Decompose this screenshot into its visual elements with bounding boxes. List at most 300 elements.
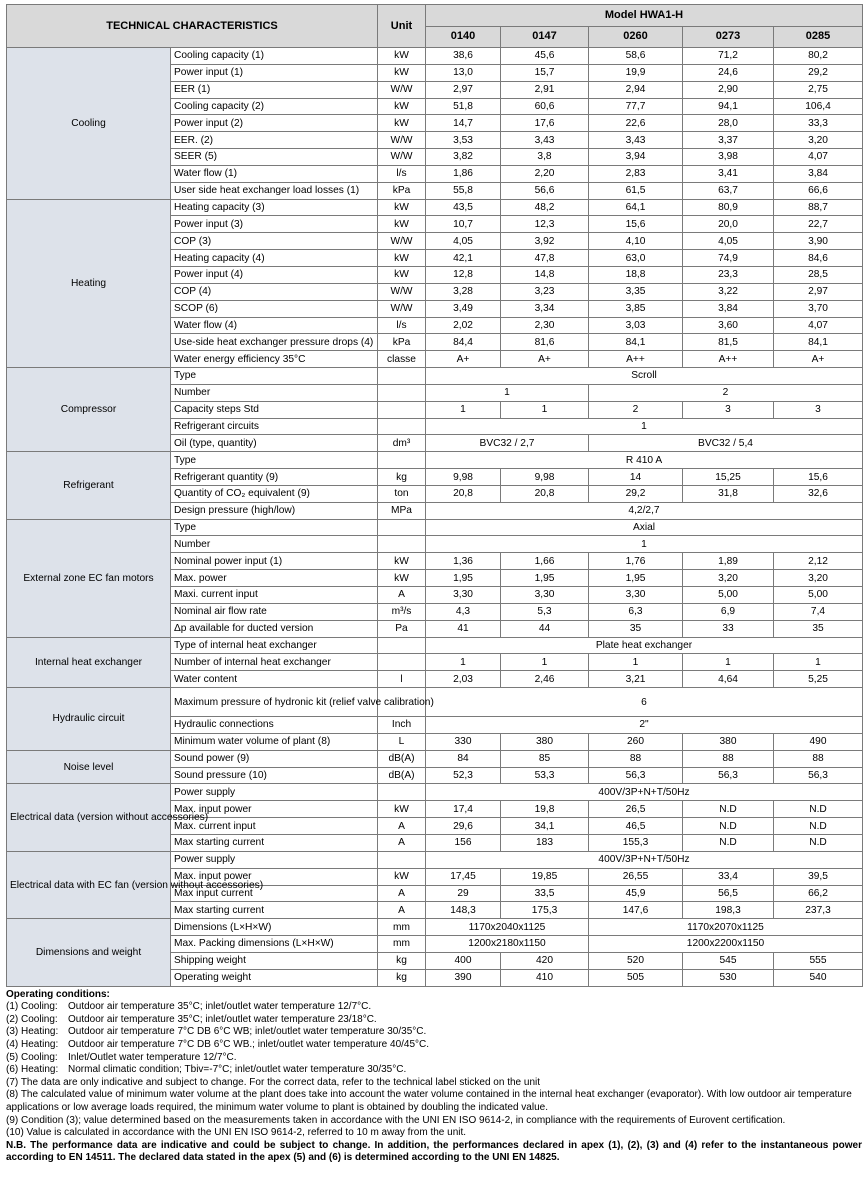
value-cell: 77,7 — [589, 98, 683, 115]
value-cell: 29 — [426, 885, 501, 902]
value-cell: 1,36 — [426, 553, 501, 570]
group-label: Heating — [7, 199, 171, 367]
value-cell: 2,02 — [426, 317, 501, 334]
value-cell: N.D — [683, 834, 774, 851]
value-cell: 56,3 — [683, 767, 774, 784]
value-cell: N.D — [683, 818, 774, 835]
unit-cell: kW — [378, 801, 426, 818]
parameter-label: Maximum pressure of hydronic kit (relief valve calibration) — [171, 688, 378, 717]
unit-cell — [378, 452, 426, 469]
unit-cell: kW — [378, 199, 426, 216]
conditions-list — [6, 1001, 862, 1077]
value-cell: 24,6 — [683, 64, 774, 81]
parameter-label: Power supply — [171, 784, 378, 801]
value-cell: N.D — [774, 834, 863, 851]
unit-cell: ton — [378, 485, 426, 502]
unit-cell: L — [378, 733, 426, 750]
parameter-label: Max starting current — [171, 902, 378, 919]
unit-cell: l/s — [378, 165, 426, 182]
spec-sheet — [6, 4, 862, 1165]
value-cell: 3,84 — [683, 300, 774, 317]
value-cell: 1,95 — [501, 570, 589, 587]
table-header — [7, 5, 863, 48]
parameter-label: Cooling capacity (2) — [171, 98, 378, 115]
table-row — [7, 919, 863, 936]
value-cell: 84 — [426, 750, 501, 767]
parameter-label: Power supply — [171, 851, 378, 868]
value-cell: 3,37 — [683, 132, 774, 149]
unit-cell: kPa — [378, 334, 426, 351]
value-cell: 2,90 — [683, 81, 774, 98]
value-cell: 33,3 — [774, 115, 863, 132]
value-cell: 35 — [774, 620, 863, 637]
value-cell: 85 — [501, 750, 589, 767]
value-cell: 520 — [589, 952, 683, 969]
value-cell: 155,3 — [589, 834, 683, 851]
value-cell: 540 — [774, 969, 863, 986]
value-cell: 380 — [683, 733, 774, 750]
value-cell: Plate heat exchanger — [426, 637, 863, 654]
value-cell: 88 — [589, 750, 683, 767]
value-cell: 22,7 — [774, 216, 863, 233]
condition-line — [6, 1014, 862, 1027]
parameter-label: Δp available for ducted version — [171, 620, 378, 637]
value-cell: 39,5 — [774, 868, 863, 885]
value-cell: 74,9 — [683, 250, 774, 267]
value-cell: 44 — [501, 620, 589, 637]
value-cell: 1 — [683, 654, 774, 671]
unit-cell: kg — [378, 952, 426, 969]
value-cell: 14,8 — [501, 266, 589, 283]
value-cell: 2,97 — [774, 283, 863, 300]
value-cell: 20,0 — [683, 216, 774, 233]
table-row — [7, 637, 863, 654]
value-cell: 400V/3P+N+T/50Hz — [426, 784, 863, 801]
parameter-label: User side heat exchanger load losses (1) — [171, 182, 378, 199]
header-model-0285: 0285 — [774, 26, 863, 48]
table-body — [7, 48, 863, 987]
unit-cell: dB(A) — [378, 767, 426, 784]
value-cell: 5,00 — [683, 587, 774, 604]
parameter-label: SCOP (6) — [171, 300, 378, 317]
unit-cell: kW — [378, 553, 426, 570]
value-cell: 2,46 — [501, 671, 589, 688]
value-cell: 61,5 — [589, 182, 683, 199]
value-cell: 3,28 — [426, 283, 501, 300]
table-row — [7, 519, 863, 536]
value-cell: 15,7 — [501, 64, 589, 81]
value-cell: 10,7 — [426, 216, 501, 233]
value-cell: Scroll — [426, 368, 863, 385]
value-cell: 14 — [589, 469, 683, 486]
value-cell: 2,94 — [589, 81, 683, 98]
value-cell: 81,5 — [683, 334, 774, 351]
table-row — [7, 368, 863, 385]
value-cell: 17,6 — [501, 115, 589, 132]
unit-cell: A — [378, 818, 426, 835]
value-cell: 56,3 — [774, 767, 863, 784]
condition-label: (3) Heating: — [6, 1026, 59, 1038]
table-row — [7, 452, 863, 469]
unit-cell: l/s — [378, 317, 426, 334]
parameter-label: Max starting current — [171, 834, 378, 851]
value-cell: 3,35 — [589, 283, 683, 300]
unit-cell: MPa — [378, 502, 426, 519]
parameter-label: Type — [171, 452, 378, 469]
parameter-label: COP (4) — [171, 283, 378, 300]
parameter-label: Shipping weight — [171, 952, 378, 969]
parameter-label: Refrigerant quantity (9) — [171, 469, 378, 486]
value-cell: 400V/3P+N+T/50Hz — [426, 851, 863, 868]
value-cell: 1,66 — [501, 553, 589, 570]
parameter-label: Cooling capacity (1) — [171, 48, 378, 65]
group-label: Hydraulic circuit — [7, 688, 171, 751]
value-cell: 3 — [683, 401, 774, 418]
value-cell: 94,1 — [683, 98, 774, 115]
group-label: Compressor — [7, 368, 171, 452]
value-cell: 84,1 — [774, 334, 863, 351]
notes-heading: Operating conditions: — [6, 988, 110, 1000]
value-cell: 26,5 — [589, 801, 683, 818]
parameter-label: Water flow (4) — [171, 317, 378, 334]
value-cell: 2,91 — [501, 81, 589, 98]
value-cell: 3,23 — [501, 283, 589, 300]
unit-cell: kW — [378, 216, 426, 233]
table-row — [7, 851, 863, 868]
value-cell: 4,05 — [426, 233, 501, 250]
value-cell: 260 — [589, 733, 683, 750]
value-cell: 48,2 — [501, 199, 589, 216]
value-cell: 1 — [501, 654, 589, 671]
group-label: Refrigerant — [7, 452, 171, 519]
condition-line — [6, 1001, 862, 1014]
value-cell: 66,2 — [774, 885, 863, 902]
unit-cell — [378, 368, 426, 385]
note-paragraph: (10) Value is calculated in accordance with the UNI EN ISO 9614-2, referred to 10 m away from the unit. — [6, 1127, 467, 1139]
value-cell: 3,94 — [589, 149, 683, 166]
parameter-label: Max. power — [171, 570, 378, 587]
unit-cell: W/W — [378, 300, 426, 317]
value-cell: 198,3 — [683, 902, 774, 919]
parameter-label: Sound pressure (10) — [171, 767, 378, 784]
value-cell: 4,64 — [683, 671, 774, 688]
parameter-label: Max. input power — [171, 868, 378, 885]
value-cell: 47,8 — [501, 250, 589, 267]
condition-label: (1) Cooling: — [6, 1001, 58, 1013]
value-cell: 45,6 — [501, 48, 589, 65]
parameter-label: Heating capacity (3) — [171, 199, 378, 216]
value-cell: 3,98 — [683, 149, 774, 166]
group-label: Noise level — [7, 750, 171, 784]
condition-label: (6) Heating: — [6, 1064, 59, 1076]
parameter-label: Water content — [171, 671, 378, 688]
value-cell: 12,8 — [426, 266, 501, 283]
value-cell: 3,49 — [426, 300, 501, 317]
unit-cell: A — [378, 834, 426, 851]
value-cell: 3,34 — [501, 300, 589, 317]
unit-cell: kW — [378, 266, 426, 283]
value-cell: 41 — [426, 620, 501, 637]
value-cell: 2,03 — [426, 671, 501, 688]
value-cell: 9,98 — [426, 469, 501, 486]
value-cell: 4,07 — [774, 149, 863, 166]
value-cell: 106,4 — [774, 98, 863, 115]
unit-cell: dB(A) — [378, 750, 426, 767]
value-cell: 19,8 — [501, 801, 589, 818]
value-cell: Axial — [426, 519, 863, 536]
condition-text: Outdoor air temperature 35°C; inlet/outlet water temperature 23/18°C. — [68, 1013, 377, 1025]
header-model-0147: 0147 — [501, 26, 589, 48]
unit-cell: W/W — [378, 149, 426, 166]
parameter-label: Max input current — [171, 885, 378, 902]
table-row — [7, 784, 863, 801]
parameter-label: Heating capacity (4) — [171, 250, 378, 267]
value-cell: 410 — [501, 969, 589, 986]
value-cell: 1 — [426, 536, 863, 553]
value-cell: 175,3 — [501, 902, 589, 919]
condition-line — [6, 1052, 862, 1065]
unit-cell — [378, 784, 426, 801]
value-cell: 20,8 — [426, 485, 501, 502]
value-cell: 31,8 — [683, 485, 774, 502]
value-cell: 3,30 — [589, 587, 683, 604]
value-cell: 13,0 — [426, 64, 501, 81]
unit-cell: kW — [378, 570, 426, 587]
value-cell: 3,8 — [501, 149, 589, 166]
parameter-label: Minimum water volume of plant (8) — [171, 733, 378, 750]
value-cell: 3,90 — [774, 233, 863, 250]
value-cell: 1200x2180x1150 — [426, 936, 589, 953]
value-cell: 88 — [774, 750, 863, 767]
header-unit: Unit — [378, 5, 426, 48]
value-cell: 4,07 — [774, 317, 863, 334]
condition-text: Inlet/Outlet water temperature 12/7°C. — [68, 1051, 237, 1063]
value-cell: A++ — [589, 351, 683, 368]
parameter-label: Number — [171, 536, 378, 553]
parameter-label: Number of internal heat exchanger — [171, 654, 378, 671]
value-cell: 4,10 — [589, 233, 683, 250]
unit-cell: classe — [378, 351, 426, 368]
value-cell: 23,3 — [683, 266, 774, 283]
value-cell: 80,2 — [774, 48, 863, 65]
header-model-0273: 0273 — [683, 26, 774, 48]
value-cell: 420 — [501, 952, 589, 969]
value-cell: 66,6 — [774, 182, 863, 199]
value-cell: 3,30 — [426, 587, 501, 604]
parameter-label: Power input (1) — [171, 64, 378, 81]
group-label: Cooling — [7, 48, 171, 200]
note-paragraph: (8) The calculated value of minimum water volume at the plant does take into account the water volume contained in the internal heat exchanger (evaporator). With low outdoor air temperature applications or low average loads required, the minimum water volume to plant is obtained by doubling the indicated value. — [6, 1089, 852, 1113]
value-cell: 3,53 — [426, 132, 501, 149]
value-cell: 390 — [426, 969, 501, 986]
value-cell: 32,6 — [774, 485, 863, 502]
value-cell: 2,75 — [774, 81, 863, 98]
unit-cell: W/W — [378, 81, 426, 98]
value-cell: 3,84 — [774, 165, 863, 182]
parameter-label: Dimensions (L×H×W) — [171, 919, 378, 936]
unit-cell: A — [378, 902, 426, 919]
value-cell: 56,5 — [683, 885, 774, 902]
value-cell: 28,5 — [774, 266, 863, 283]
value-cell: 43,5 — [426, 199, 501, 216]
value-cell: 53,3 — [501, 767, 589, 784]
parameter-label: Number — [171, 384, 378, 401]
unit-cell: kPa — [378, 182, 426, 199]
value-cell: 1 — [426, 384, 589, 401]
group-label: Electrical data with EC fan (version without accessories) — [7, 851, 171, 918]
value-cell: 84,1 — [589, 334, 683, 351]
condition-text: Normal climatic condition; Tbiv=-7°C; inlet/outlet water temperature 30/35°C. — [68, 1064, 407, 1076]
value-cell: 1170x2070x1125 — [589, 919, 863, 936]
value-cell: 3,70 — [774, 300, 863, 317]
value-cell: 6,9 — [683, 603, 774, 620]
header-characteristics: TECHNICAL CHARACTERISTICS — [7, 5, 378, 48]
value-cell: 3,60 — [683, 317, 774, 334]
value-cell: 3,85 — [589, 300, 683, 317]
value-cell: 6 — [426, 688, 863, 717]
notes-paragraphs — [6, 1077, 862, 1140]
value-cell: 2" — [426, 717, 863, 734]
header-model-0260: 0260 — [589, 26, 683, 48]
value-cell: 3,43 — [501, 132, 589, 149]
unit-cell — [378, 519, 426, 536]
value-cell: 88,7 — [774, 199, 863, 216]
value-cell: 28,0 — [683, 115, 774, 132]
group-label: Internal heat exchanger — [7, 637, 171, 688]
unit-cell: mm — [378, 936, 426, 953]
parameter-label: EER. (2) — [171, 132, 378, 149]
value-cell: 1 — [589, 654, 683, 671]
unit-cell — [378, 401, 426, 418]
value-cell: BVC32 / 5,4 — [589, 435, 863, 452]
value-cell: 17,4 — [426, 801, 501, 818]
condition-text: Outdoor air temperature 7°C DB 6°C WB; inlet/outlet water temperature 30/35°C. — [68, 1026, 427, 1038]
value-cell: 3,30 — [501, 587, 589, 604]
note-paragraph: (7) The data are only indicative and subject to change. For the correct data, refer to the technical label sticked on the unit — [6, 1076, 541, 1088]
operating-conditions-notes — [6, 989, 862, 1165]
value-cell: 5,3 — [501, 603, 589, 620]
value-cell: A+ — [774, 351, 863, 368]
value-cell: 3,41 — [683, 165, 774, 182]
value-cell: 45,9 — [589, 885, 683, 902]
value-cell: 2 — [589, 401, 683, 418]
value-cell: 35 — [589, 620, 683, 637]
condition-text: Outdoor air temperature 7°C DB 6°C WB.; inlet/outlet water temperature 40/45°C. — [68, 1038, 430, 1050]
value-cell: 5,25 — [774, 671, 863, 688]
parameter-label: Nominal power input (1) — [171, 553, 378, 570]
parameter-label: Operating weight — [171, 969, 378, 986]
parameter-label: Power input (4) — [171, 266, 378, 283]
technical-characteristics-table — [6, 4, 863, 987]
unit-cell: kW — [378, 115, 426, 132]
value-cell: 4,05 — [683, 233, 774, 250]
unit-cell — [378, 654, 426, 671]
parameter-label: Water flow (1) — [171, 165, 378, 182]
value-cell: 6,3 — [589, 603, 683, 620]
parameter-label: Maxi. current input — [171, 587, 378, 604]
unit-cell: kW — [378, 98, 426, 115]
value-cell: 1 — [774, 654, 863, 671]
parameter-label: SEER (5) — [171, 149, 378, 166]
unit-cell — [378, 384, 426, 401]
value-cell: 147,6 — [589, 902, 683, 919]
unit-cell: W/W — [378, 283, 426, 300]
table-row — [7, 48, 863, 65]
value-cell: 3,20 — [774, 132, 863, 149]
parameter-label: Type — [171, 519, 378, 536]
value-cell: 56,3 — [589, 767, 683, 784]
value-cell: 1 — [501, 401, 589, 418]
value-cell: 80,9 — [683, 199, 774, 216]
value-cell: A+ — [501, 351, 589, 368]
value-cell: 1 — [426, 401, 501, 418]
value-cell: A+ — [426, 351, 501, 368]
value-cell: 15,25 — [683, 469, 774, 486]
value-cell: 3,21 — [589, 671, 683, 688]
value-cell: 3,82 — [426, 149, 501, 166]
header-model: Model HWA1-H — [426, 5, 863, 27]
parameter-label: Oil (type, quantity) — [171, 435, 378, 452]
parameter-label: COP (3) — [171, 233, 378, 250]
value-cell: 20,8 — [501, 485, 589, 502]
value-cell: 3,20 — [774, 570, 863, 587]
value-cell: 555 — [774, 952, 863, 969]
value-cell: 29,2 — [774, 64, 863, 81]
condition-line — [6, 1026, 862, 1039]
condition-text: Outdoor air temperature 35°C; inlet/outlet water temperature 12/7°C. — [68, 1001, 372, 1013]
value-cell: 33 — [683, 620, 774, 637]
unit-cell — [378, 418, 426, 435]
parameter-label: Capacity steps Std — [171, 401, 378, 418]
value-cell: 26,55 — [589, 868, 683, 885]
value-cell: 9,98 — [501, 469, 589, 486]
unit-cell: A — [378, 587, 426, 604]
value-cell: 38,6 — [426, 48, 501, 65]
value-cell: 17,45 — [426, 868, 501, 885]
value-cell: 237,3 — [774, 902, 863, 919]
value-cell: 2,83 — [589, 165, 683, 182]
value-cell: 15,6 — [589, 216, 683, 233]
unit-cell — [378, 851, 426, 868]
value-cell: 2 — [589, 384, 863, 401]
condition-label: (4) Heating: — [6, 1038, 59, 1050]
value-cell: 490 — [774, 733, 863, 750]
value-cell: 58,6 — [589, 48, 683, 65]
condition-line — [6, 1064, 862, 1077]
table-row — [7, 199, 863, 216]
value-cell: 42,1 — [426, 250, 501, 267]
value-cell: 19,9 — [589, 64, 683, 81]
unit-cell: l — [378, 671, 426, 688]
parameter-label: Nominal air flow rate — [171, 603, 378, 620]
value-cell: BVC32 / 2,7 — [426, 435, 589, 452]
parameter-label: Water energy efficiency 35°C — [171, 351, 378, 368]
value-cell: 12,3 — [501, 216, 589, 233]
value-cell: 34,1 — [501, 818, 589, 835]
value-cell: 81,6 — [501, 334, 589, 351]
value-cell: 1 — [426, 654, 501, 671]
nb-note: N.B. The performance data are indicative and could be subject to change. In addition, the performances declared in apex (1), (2), (3) and (4) refer to the instantaneous power according to EN 14511. The declared data stated in the apex (5) and (6) is determined according to the UNI EN 14825. — [6, 1139, 862, 1164]
value-cell: 1 — [426, 418, 863, 435]
parameter-label: Quantity of CO₂ equivalent (9) — [171, 485, 378, 502]
value-cell: 33,5 — [501, 885, 589, 902]
value-cell: N.D — [774, 818, 863, 835]
condition-label: (2) Cooling: — [6, 1013, 58, 1025]
value-cell: 71,2 — [683, 48, 774, 65]
value-cell: 3,92 — [501, 233, 589, 250]
value-cell: 63,7 — [683, 182, 774, 199]
parameter-label: Max. current input — [171, 818, 378, 835]
